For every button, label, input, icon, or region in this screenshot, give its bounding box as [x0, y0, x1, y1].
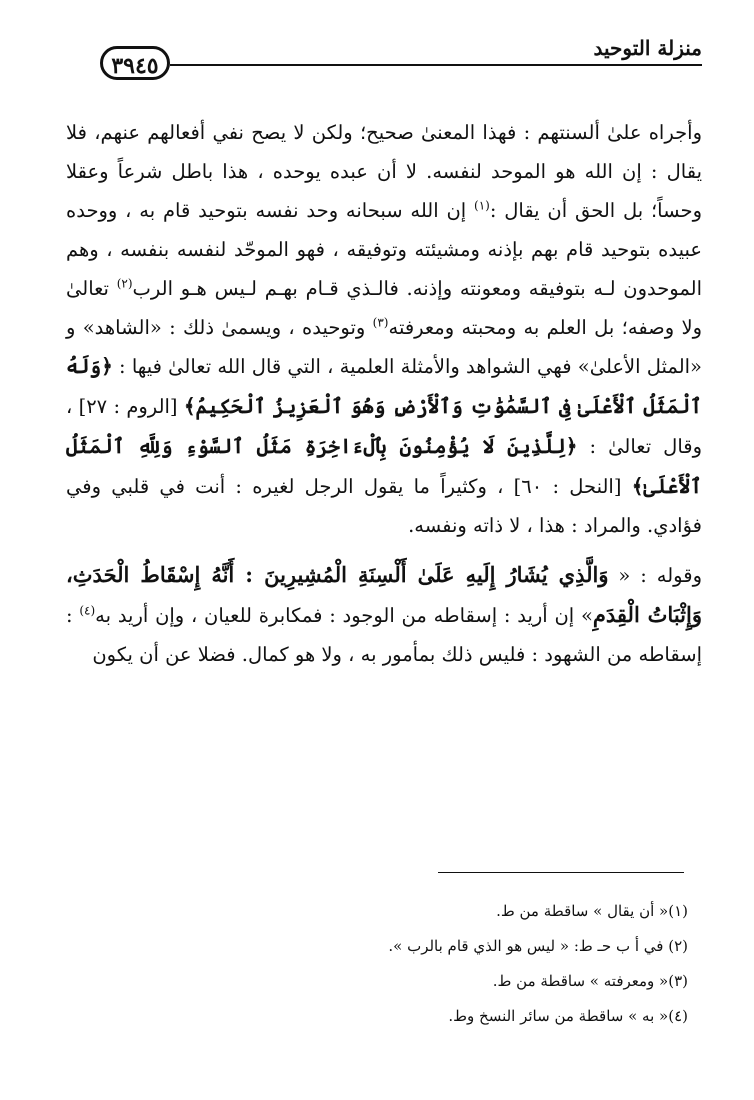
quran-verse-2: ﴿لِلَّذِينَ لَا يُؤْمِنُونَ بِٱلْءَاخِرَةِ مَثَلُ ٱلسَّوْءِ وَلِلَّهِ ٱلْمَثَلُ ٱلْأَعْلَىٰ﴾ — [66, 434, 702, 499]
text-run: تعالىٰ ولا وصفه؛ بل العلم به ومحبته ومعرفته — [66, 276, 702, 339]
header-rule — [170, 64, 702, 66]
footnote-ref-3: (٣) — [372, 315, 389, 330]
footnote-4: (٤)« به » ساقطة من سائر النسخ وط. — [448, 1007, 688, 1025]
footnotes — [388, 894, 688, 1034]
text-run: [النحل : ٦٠] ، وكثيراً ما يقول الرجل لغيره : أنت في قلبي وفي فؤادي. والمراد : هذا ، لا ذاته ونفسه. — [66, 475, 702, 538]
text-run: » إن أريد : إسقاطه من الوجود : فمكابرة للعيان ، وإن أريد به — [95, 603, 593, 627]
quoted-text: وَالَّذِي يُشَارُ إِلَيهِ عَلَىٰ أَلْسِنَةِ الْمُشِيرِينَ : أَنَّهُ إِسْقَاطُ الْحَدَثِ، وَإِثْبَاتُ الْقِدَمِ — [66, 561, 702, 627]
footnote-rule — [438, 872, 684, 873]
body-text — [66, 114, 702, 675]
text-run: : إسقاطه من الشهود : فليس ذلك بمأمور به ، ولا هو كمال. فضلا عن أن يكون — [66, 603, 702, 666]
paragraph-2 — [66, 556, 702, 675]
text-run: إن الله سبحانه وحد نفسه بتوحيد قام به ، ووحده عبيده بتوحيد قام بهم بإذنه ومشيئته وتوفيقه ، فهو الموحّد لنفسه بنفسه ، وهم الموحدون لـه بتوفيقه ومعونته وإذنه. فالـذي قـام بهـم لـيس هـو الرب — [66, 198, 702, 300]
footnote-ref-2: (٢) — [116, 276, 133, 291]
quran-verse-1: ﴿وَلَهُ ٱلْمَثَلُ ٱلْأَعْلَىٰ فِى ٱلسَّمَٰوَٰتِ وَٱلْأَرْضِ وَهُوَ ٱلْعَزِيزُ ٱلْحَكِيمُ﴾ — [65, 354, 702, 419]
text-run: وأجراه علىٰ ألسنتهم : فهذا المعنىٰ صحيح؛ ولكن لا يصح نفي أفعالهم عنهم، فلا يقال : إن الله هو الموحد لنفسه. لا أن عبده يوحده ، هذا باطل شرعاً وعقلا وحساً؛ بل الحق أن يقال : — [66, 121, 702, 222]
page-number: ٣٩٤٥ — [100, 46, 170, 80]
text-run: [الروم : ٢٧] ، وقال تعالىٰ : — [66, 395, 703, 459]
footnote-ref-1: (١) — [474, 198, 490, 213]
footnote-1: (١)« أن يقال » ساقطة من ط. — [496, 902, 688, 920]
footnote-2: (٢) في أ ب حـ ط: « ليس هو الذي قام بالرب ». — [388, 937, 688, 955]
running-title: منزلة التوحيد — [593, 36, 702, 60]
text-run: وقوله : « — [608, 563, 702, 587]
paragraph-1 — [66, 114, 702, 546]
footnote-ref-4: (٤) — [79, 603, 96, 618]
text-run: وتوحيده ، ويسمىٰ ذلك : «الشاهد» و «المثل الأعلىٰ» فهي الشواهد والأمثلة العلمية ، التي قال الله تعالىٰ فيها : — [66, 315, 702, 379]
footnote-3: (٣)« ومعرفته » ساقطة من ط. — [492, 972, 688, 990]
